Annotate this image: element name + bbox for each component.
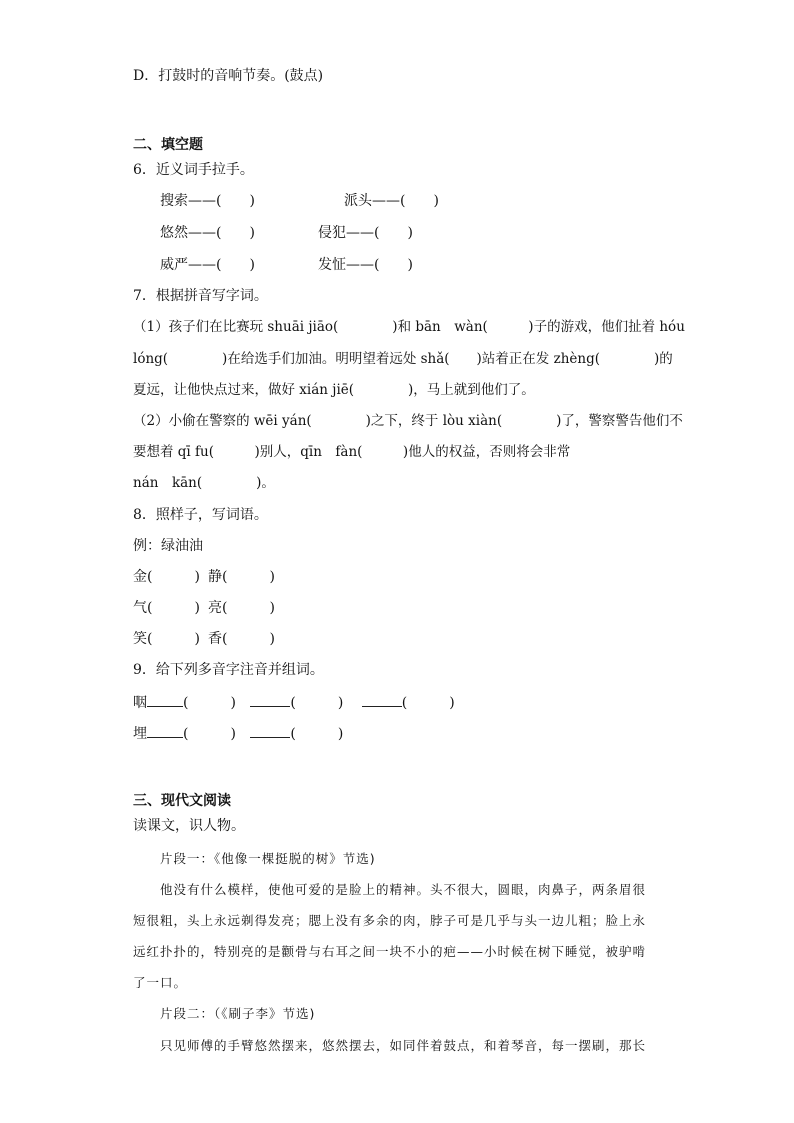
word-item: 香( ) (208, 631, 275, 647)
excerpt-line: 远红扑扑的，特别亮的是颧骨与右耳之间一块不小的疤——小时候在树下睡觉，被驴啃 (133, 944, 647, 959)
polyphone-row (133, 723, 343, 744)
synonym-item: 悠然——( ) (160, 225, 255, 241)
paren: ( ) (290, 695, 344, 711)
pinyin-line: lóng( )在给选手们加油。明明望着远处 shǎ( )站着正在发 zhèng( )的 (133, 351, 673, 367)
excerpt-title: 片段一：《他像一棵挺脱的树》节选) (160, 851, 376, 866)
excerpt-line: 只见师傅的手臂悠然摆来，悠然摆去，如同伴着鼓点，和着琴音，每一摆刷，那长 (160, 1038, 647, 1053)
pinyin-line: （1）孩子们在比赛玩 shuāi jiāo( )和 bān wàn( )子的游戏，他们扯着 hóu (133, 319, 685, 335)
synonym-item: 威严——( ) (160, 257, 255, 273)
example-text: 例：绿油油 (133, 538, 203, 554)
excerpt-line: 他没有什么模样，使他可爱的是脸上的精神。头不很大，圆眼，肉鼻子，两条眉很 (160, 882, 647, 897)
word-item: 笑( ) (133, 631, 200, 647)
polyphone-char: 咽 (133, 695, 147, 711)
excerpt-title: 片段二：（《刷子李》节选) (160, 1006, 316, 1021)
synonym-item: 发怔——( ) (318, 257, 413, 273)
paren: ( ) (290, 726, 344, 742)
answer-blank[interactable] (250, 723, 290, 738)
word-item: 静( ) (208, 569, 275, 585)
synonym-item: 派头——( ) (344, 193, 439, 209)
paren: ( ) (401, 695, 455, 711)
excerpt-line: 短很粗，头上永远剃得发亮；腮上没有多余的肉，脖子可是几乎与头一边儿粗；脸上永 (133, 913, 647, 928)
answer-blank[interactable] (250, 692, 290, 707)
question-7-title: 7．根据拼音写字词。 (133, 288, 268, 304)
question-8-title: 8．照样子，写词语。 (133, 507, 268, 523)
answer-blank[interactable] (147, 723, 183, 738)
reading-intro: 读课文，识人物。 (133, 818, 245, 834)
option-d: D．打鼓时的音响节奏。(鼓点) (133, 68, 324, 84)
synonym-item: 侵犯——( ) (318, 225, 413, 241)
pinyin-line: 夏远，让他快点过来，做好 xián jiē( )，马上就到他们了。 (133, 382, 535, 398)
question-9-title: 9．给下列多音字注音并组词。 (133, 662, 324, 678)
question-6-title: 6．近义词手拉手。 (133, 162, 254, 178)
section-title-fill-blank: 二、填空题 (133, 137, 203, 153)
paren: ( ) (183, 695, 236, 711)
word-item: 亮( ) (208, 600, 275, 616)
answer-blank[interactable] (147, 692, 183, 707)
word-item: 气( ) (133, 600, 200, 616)
pinyin-line: nán kān( )。 (133, 475, 275, 491)
pinyin-line: 要想着 qī fu( )别人，qīn fàn( )他人的权益，否则将会非常 (133, 444, 571, 460)
section-title-reading: 三、现代文阅读 (133, 793, 231, 809)
answer-blank[interactable] (362, 692, 402, 707)
word-item: 金( ) (133, 569, 200, 585)
excerpt-line: 了一口。 (133, 975, 188, 990)
pinyin-line: （2）小偷在警察的 wēi yán( )之下，终于 lòu xiàn( )了，警察警告他们不 (133, 413, 683, 429)
polyphone-row (133, 692, 455, 713)
paren: ( ) (183, 726, 236, 742)
synonym-item: 搜索——( ) (160, 193, 255, 209)
polyphone-char: 埋 (133, 726, 147, 742)
